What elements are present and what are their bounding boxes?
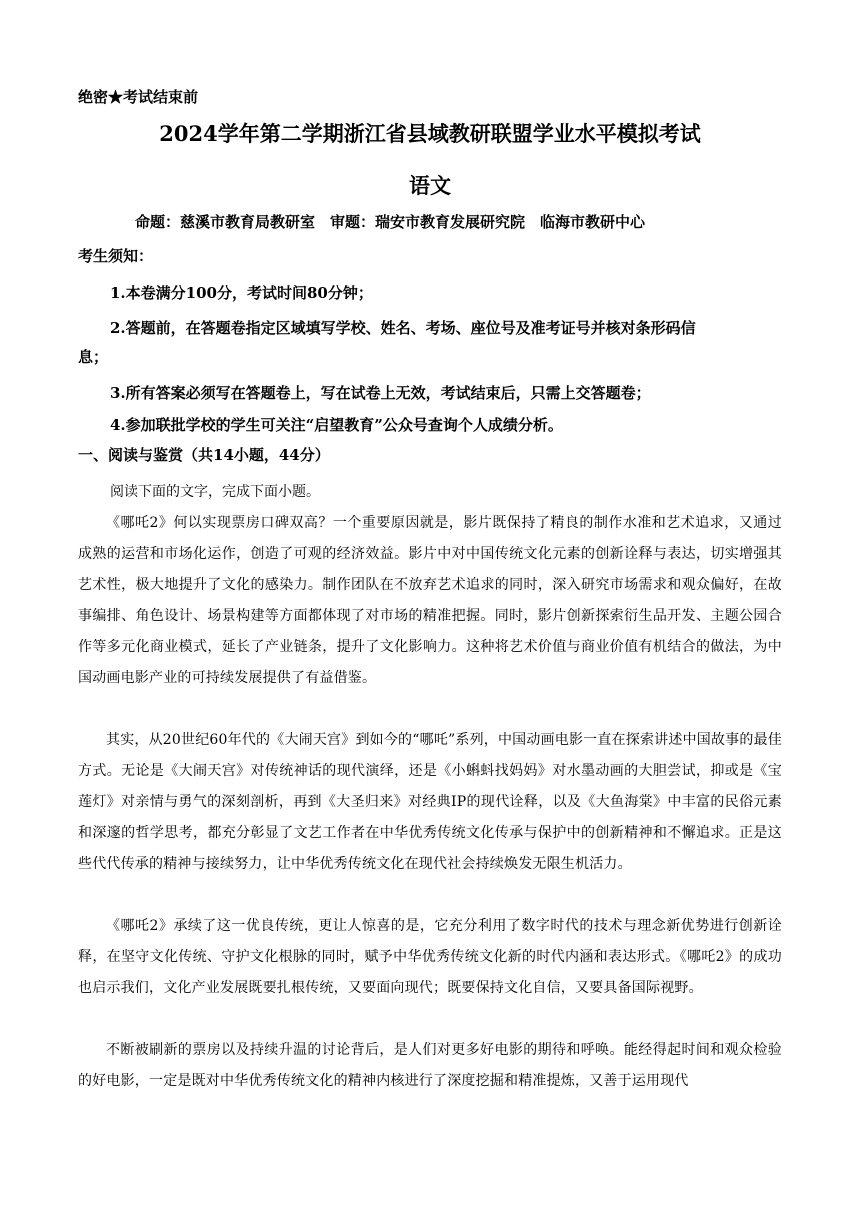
reading-paragraph-4: 不断被刷新的票房以及持续升温的讨论背后，是人们对更多好电影的期待和呼唤。能经得起时间和观众检验的好电影，一定是既对中华优秀传统文化的精神内核进行了深度挖掘和精准提炼，又善于运用现代 (78, 1042, 782, 1089)
authors-line: 命题：慈溪市教育局教研室 审题：瑞安市教育发展研究院 临海市教研中心 (135, 213, 646, 231)
notice-heading: 考生须知： (78, 247, 154, 265)
section-heading: 一、阅读与鉴赏（共14小题，44分） (78, 446, 330, 464)
subject-title: 语文 (409, 173, 451, 198)
reading-paragraph-2: 其实，从20世纪60年代的《大闹天宫》到如今的“哪吒”系列，中国动画电影一直在探索讲述中国故事的最佳方式。无论是《大闹天宫》对传统神话的现代演绎，还是《小蝌蚪找妈妈》对水墨动画的大胆尝试，抑或是《宝莲灯》对亲情与勇气的深刻剖析，再到《大圣归来》对经典IP的现代诠释，以及《大鱼海棠》中丰富的民俗元素和深邃的哲学思考，都充分彰显了文艺工作者在中华优秀传统文化传承与保护中的创新精神和不懈追求。正是这些代代传承的精神与接续努力，让中华优秀传统文化在现代社会持续焕发无限生机活力。 (78, 732, 782, 872)
notice-rule-4: 4.参加联批学校的学生可关注“启望教育”公众号查询个人成绩分析。 (110, 416, 563, 434)
notice-rule-2-cont: 息； (78, 348, 109, 366)
secret-mark: 绝密★考试结束前 (78, 88, 199, 106)
notice-rule-1: 1.本卷满分100分，考试时间80分钟； (110, 284, 373, 302)
notice-rule-2: 2.答题前，在答题卷指定区域填写学校、姓名、考场、座位号及准考证号并核对条形码信 (110, 319, 696, 337)
exam-title: 2024学年第二学期浙江省县域教研联盟学业水平模拟考试 (159, 121, 701, 146)
reading-paragraph-3: 《哪吒2》承续了这一优良传统，更让人惊喜的是，它充分利用了数字时代的技术与理念新优势进行创新诠释，在坚守文化传统、守护文化根脉的同时，赋予中华优秀传统文化新的时代内涵和表达形式。《哪吒2》的成功也启示我们，文化产业发展既要扎根传统，又要面向现代；既要保持文化自信，又要具备国际视野。 (78, 918, 782, 996)
notice-rule-3: 3.所有答案必须写在答题卷上，写在试卷上无效，考试结束后，只需上交答题卷； (110, 384, 651, 402)
reading-paragraph-1: 《哪吒2》何以实现票房口碑双高？一个重要原因就是，影片既保持了精良的制作水准和艺术追求，又通过成熟的运营和市场化运作，创造了可观的经济效益。影片中对中国传统文化元素的创新诠释与表达，切实增强其艺术性，极大地提升了文化的感染力。制作团队在不放弃艺术追求的同时，深入研究市场需求和观众偏好，在故事编排、角色设计、场景构建等方面都体现了对市场的精准把握。同时，影片创新探索衍生品开发、主题公园合作等多元化商业模式，延长了产业链条，提升了文化影响力。这种将艺术价值与商业价值有机结合的做法，为中国动画电影产业的可持续发展提供了有益借鉴。 (78, 515, 782, 686)
reading-intro: 阅读下面的文字，完成下面小题。 (110, 484, 320, 500)
